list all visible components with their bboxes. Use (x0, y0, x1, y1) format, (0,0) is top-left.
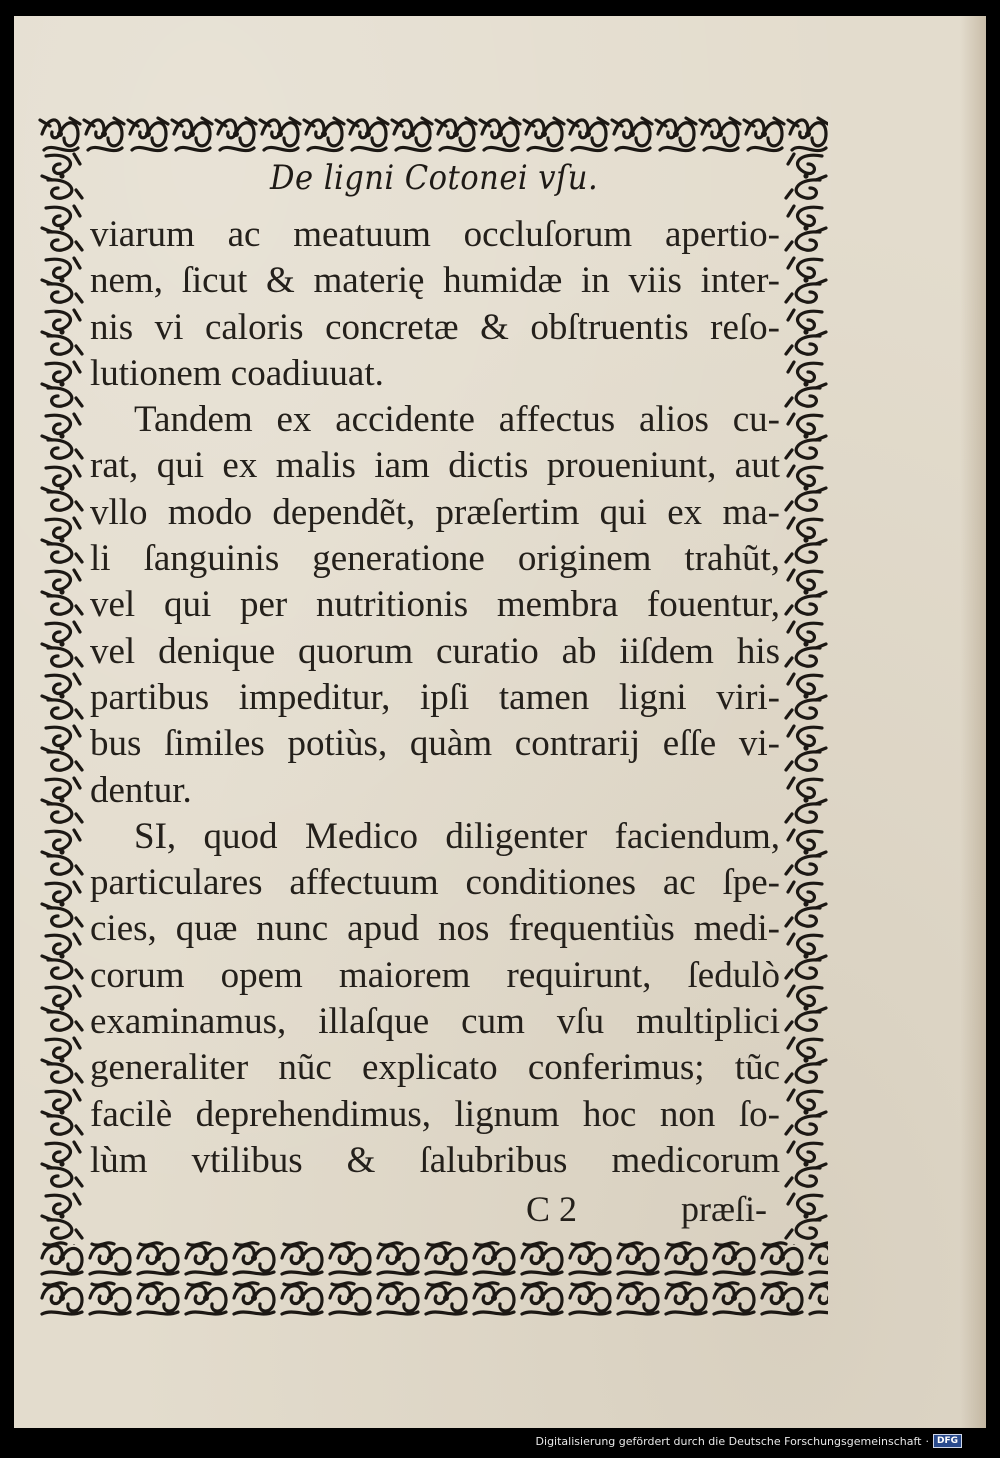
body-text (90, 212, 780, 1184)
text-line: cies, quæ nunc apud nos frequentiùs medi- (90, 908, 780, 950)
text-line: vel qui per nutritionis membra fouentur, (90, 584, 780, 626)
ornamental-border-left (38, 150, 84, 1245)
text-line: generaliter nũc explicato conferimus; tũc (90, 1047, 780, 1089)
credit-text: Digitalisierung gefördert durch die Deutsche Forschungsgemeinschaft (535, 1434, 922, 1448)
text-line: li ſanguinis generatione originem trahũt, (90, 538, 780, 580)
text-line: corum opem maiorem requirunt, ſedulò (90, 954, 780, 996)
text-line: facilè deprehendimus, lignum hoc non ſo- (90, 1093, 780, 1135)
text-line: partibus impeditur, ipſi tamen ligni viri- (90, 676, 780, 718)
text-line: rat, qui ex malis iam dictis proueniunt, aut (90, 445, 780, 487)
text-line: bus ſimiles potiùs, quàm contrarij eſſe vi- (90, 723, 780, 765)
text-line: vllo modo dependẽt, præſertim qui ex ma- (90, 491, 780, 533)
ornamental-border-bottom (38, 1238, 828, 1318)
ornamental-border-top (38, 112, 828, 156)
catchword: præſi- (681, 1189, 767, 1229)
text-line: particulares affectuum conditiones ac ſpe- (90, 862, 780, 904)
running-header: De ligni Cotonei vſu. (270, 158, 599, 198)
digitization-credit: Digitalisierung gefördert durch die Deutsche Forschungsgemeinschaft · DFG (536, 1432, 962, 1450)
text-line: Tandem ex accidente affectus alios cu- (134, 399, 780, 441)
ornamental-border-right (784, 150, 830, 1245)
signature-mark: C 2 (526, 1189, 578, 1229)
text-line: examinamus, illaſque cum vſu multiplici (90, 1001, 780, 1043)
text-line: nis vi caloris concretæ & obſtruentis reſo- (90, 306, 780, 348)
text-line: viarum ac meatuum occluſorum apertio- (90, 214, 780, 255)
text-line: nem, ſicut & materię humidæ in viis inter- (90, 260, 780, 302)
text-line: vel denique quorum curatio ab iiſdem his (90, 630, 780, 672)
dfg-logo: DFG (933, 1434, 962, 1448)
text-line: SI, quod Medico diligenter faciendum, (134, 815, 780, 857)
text-line: lùm vtilibus & ſalubribus medicorum (90, 1139, 780, 1181)
text-line: lutionem coadiuuat. (90, 352, 384, 394)
text-line: dentur. (90, 769, 192, 811)
